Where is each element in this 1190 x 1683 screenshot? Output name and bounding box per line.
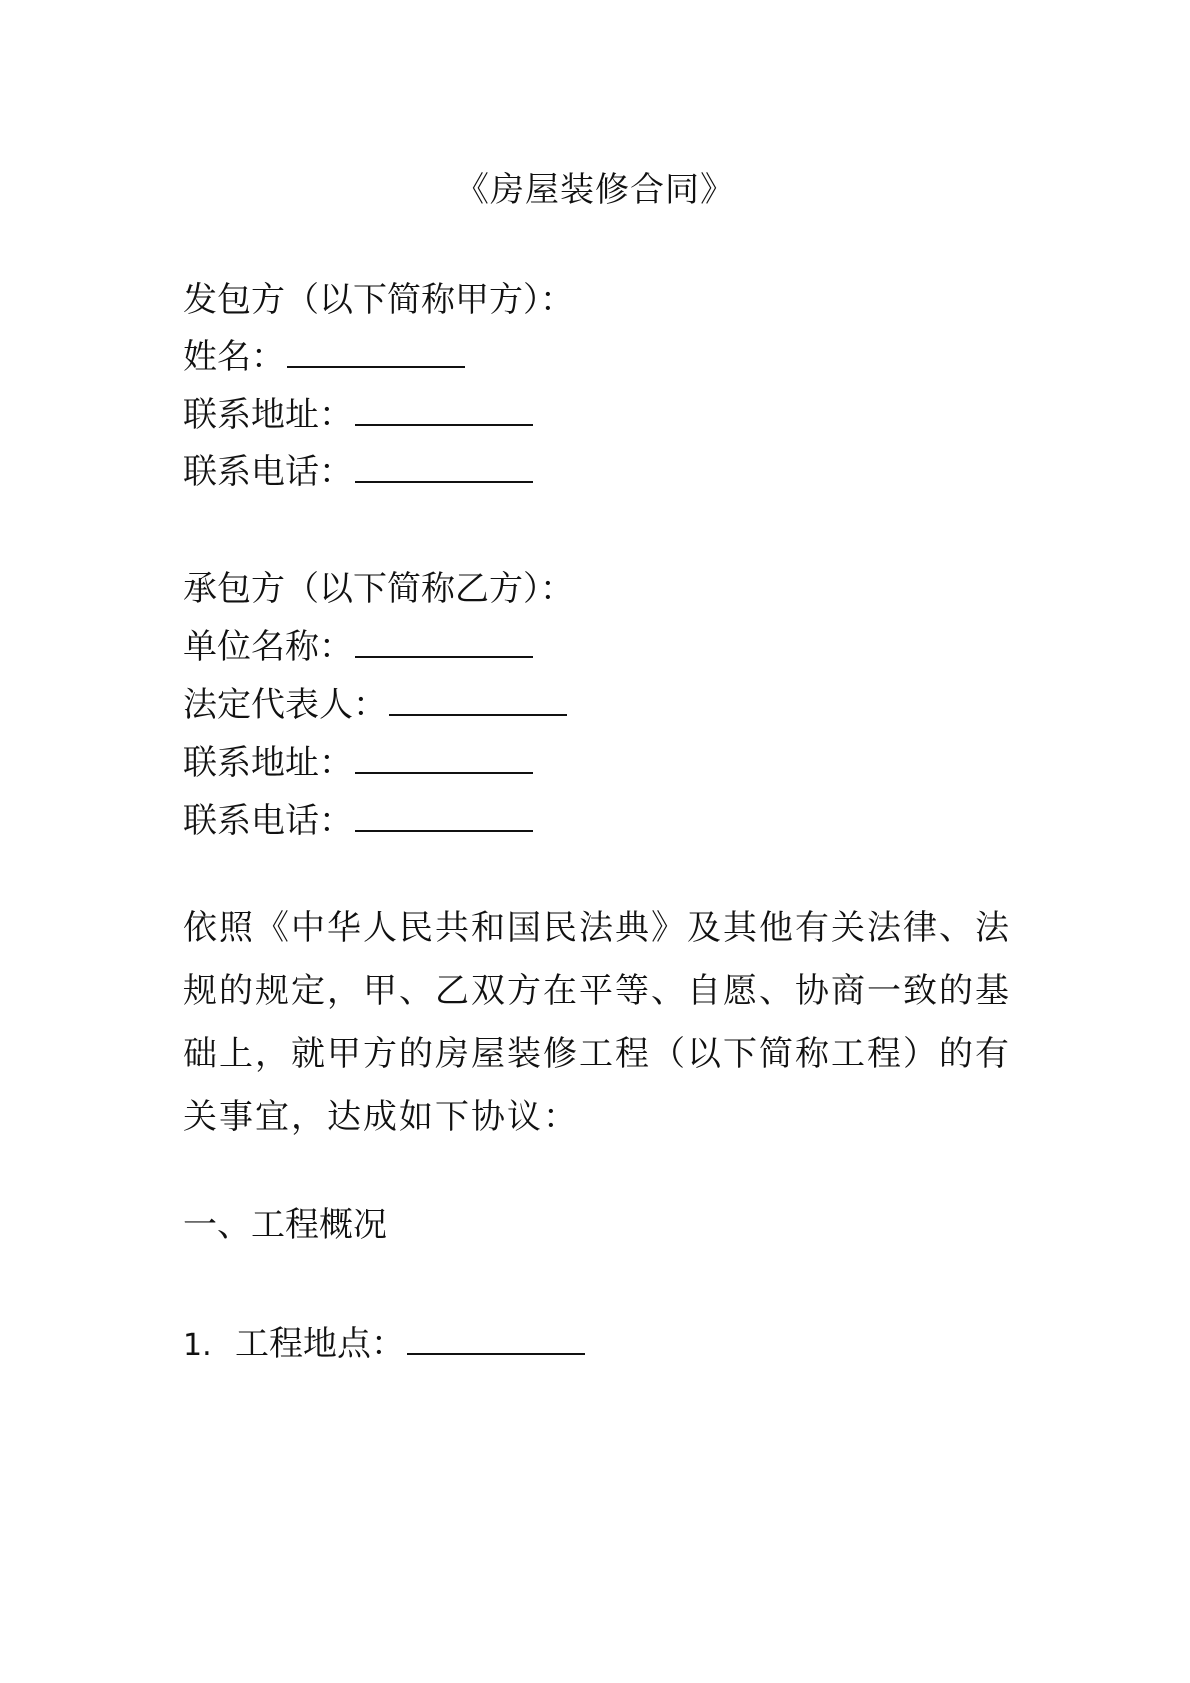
section-1-item-1-label: 工程地点：: [235, 1324, 405, 1364]
party-b-address-blank[interactable]: [355, 744, 533, 774]
intro-paragraph: [183, 897, 1009, 1149]
party-a-name-row: [183, 335, 465, 379]
party-b-representative-label: 法定代表人：: [183, 685, 387, 725]
party-a-name-label: 姓名：: [183, 337, 285, 377]
party-b-company-label: 单位名称：: [183, 627, 353, 667]
party-b-company-blank[interactable]: [355, 628, 533, 658]
party-b-address-label: 联系地址：: [183, 743, 353, 783]
intro-line: 关事宜，达成如下协议：: [183, 1097, 579, 1137]
section-1-item-1-blank[interactable]: [407, 1325, 585, 1355]
party-b-representative-blank[interactable]: [389, 686, 567, 716]
party-b-company-row: [183, 625, 533, 669]
party-a-address-label: 联系地址：: [183, 395, 353, 435]
party-a-address-row: [183, 393, 533, 437]
section-1-heading: 一、工程概况: [183, 1205, 387, 1245]
section-1-item-1-number: 1.: [183, 1328, 212, 1363]
intro-line: 规的规定，甲、乙双方在平等、自愿、协商一致的基: [183, 971, 1011, 1011]
party-a-heading: 发包方（以下简称甲方）：: [183, 280, 574, 320]
party-b-phone-row: [183, 799, 533, 843]
document-title: 《房屋装修合同》: [455, 170, 735, 210]
intro-line: 依照《中华人民共和国民法典》及其他有关法律、法: [183, 908, 1011, 948]
party-b-address-row: [183, 741, 533, 785]
party-a-phone-blank[interactable]: [355, 453, 533, 483]
party-a-phone-label: 联系电话：: [183, 452, 353, 492]
section-1-item-1-row: [183, 1322, 585, 1368]
party-a-phone-row: [183, 450, 533, 494]
party-a-name-blank[interactable]: [287, 338, 465, 368]
intro-line: 础上，就甲方的房屋装修工程（以下简称工程）的有: [183, 1034, 1011, 1074]
party-b-phone-label: 联系电话：: [183, 801, 353, 841]
party-b-representative-row: [183, 683, 567, 727]
party-a-address-blank[interactable]: [355, 396, 533, 426]
party-b-phone-blank[interactable]: [355, 802, 533, 832]
party-b-heading: 承包方（以下简称乙方）：: [183, 569, 574, 609]
